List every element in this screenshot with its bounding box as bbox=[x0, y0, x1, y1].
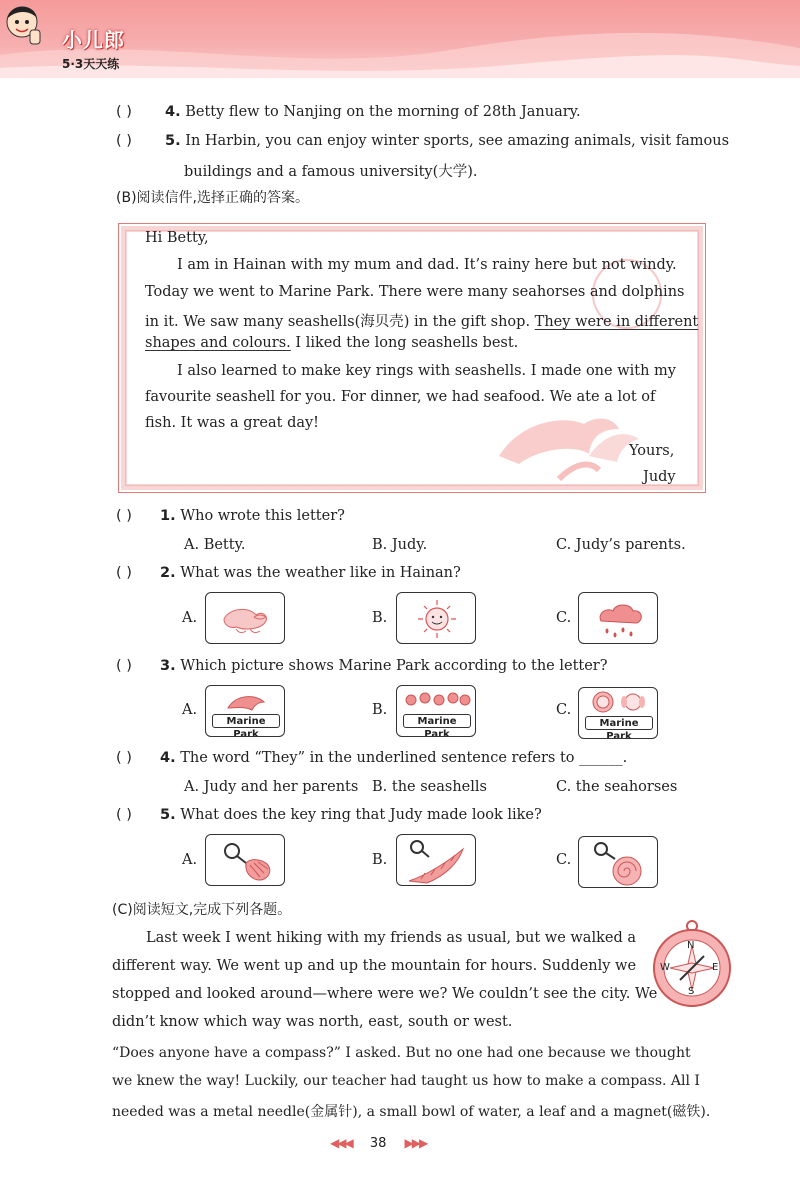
letter-line: favourite seashell for you. For dinner, we had seafood. We ate a lot of bbox=[145, 389, 656, 405]
question-a5 bbox=[165, 133, 729, 149]
sun-icon bbox=[397, 593, 476, 644]
option-b[interactable]: B. Judy. bbox=[372, 537, 428, 553]
question-text: Betty flew to Nanjing on the morning of 28th January. bbox=[185, 104, 581, 120]
page-number: 38 bbox=[369, 1136, 387, 1151]
passage-line: different way. We went up and up the mountain for hours. Suddenly we bbox=[112, 958, 637, 974]
long-shell-keyring-option[interactable] bbox=[396, 834, 476, 886]
option-c-label: C. bbox=[556, 702, 572, 718]
fan-shell-keyring-icon bbox=[206, 835, 285, 886]
letter-line: I am in Hainan with my mum and dad. It’s rainy here but not windy. bbox=[177, 257, 677, 273]
wind-icon bbox=[206, 593, 285, 644]
letter-line: I also learned to make key rings with seashells. I made one with my bbox=[177, 363, 676, 379]
header-band bbox=[0, 0, 800, 78]
question-b5 bbox=[160, 807, 542, 823]
option-b-label: B. bbox=[372, 610, 388, 626]
park-sign: Marine Park bbox=[585, 716, 653, 730]
option-b-label: B. bbox=[372, 702, 388, 718]
answer-blank[interactable]: ( ) bbox=[116, 750, 132, 766]
option-a[interactable]: A. Judy and her parents bbox=[184, 779, 359, 795]
compass-east: E bbox=[712, 962, 719, 973]
question-text: In Harbin, you can enjoy winter sports, see amazing animals, visit famous bbox=[185, 133, 730, 149]
answer-blank[interactable]: ( ) bbox=[116, 565, 132, 581]
passage-line: Last week I went hiking with my friends as usual, but we walked a bbox=[146, 930, 636, 946]
option-b[interactable]: B. the seashells bbox=[372, 779, 487, 795]
answer-blank[interactable]: ( ) bbox=[116, 508, 132, 524]
park-sign: Marine Park bbox=[212, 714, 280, 728]
flower-park-picture-option[interactable] bbox=[396, 685, 476, 737]
compass-south: S bbox=[688, 986, 695, 997]
letter-card bbox=[118, 223, 706, 493]
passage-line: we knew the way! Luckily, our teacher had taught us how to make a compass. All I bbox=[112, 1073, 700, 1089]
option-c-label: C. bbox=[556, 852, 572, 868]
letter-line bbox=[145, 310, 698, 331]
letter-text: I liked the long seashells best. bbox=[295, 335, 519, 351]
rainy-picture-option[interactable] bbox=[578, 592, 658, 644]
passage-line: stopped and looked around—where were we? We couldn’t see the city. We bbox=[112, 986, 658, 1002]
spiral-shell-keyring-option[interactable] bbox=[578, 836, 658, 888]
animal-park-picture-option[interactable] bbox=[578, 687, 658, 739]
answer-blank[interactable]: ( ) bbox=[116, 104, 132, 120]
question-text: What was the weather like in Hainan? bbox=[180, 565, 461, 581]
option-c[interactable]: C. Judy’s parents. bbox=[556, 537, 686, 553]
question-a5-continued: buildings and a famous university(大学). bbox=[184, 164, 478, 180]
dolphin-park-picture-option[interactable] bbox=[205, 685, 285, 737]
passage-line: didn’t know which way was north, east, south or west. bbox=[112, 1014, 513, 1030]
question-text: What does the key ring that Judy made look like? bbox=[180, 807, 542, 823]
letter-text: in it. We saw many seashells(海贝壳) in the gift shop. bbox=[145, 314, 531, 330]
park-sign: Marine Park bbox=[403, 714, 471, 728]
question-number: 3. bbox=[160, 658, 176, 674]
question-b4 bbox=[160, 750, 627, 766]
series-name: 5·3天天练 bbox=[62, 57, 120, 71]
letter-greeting: Hi Betty, bbox=[145, 230, 209, 246]
option-c[interactable]: C. the seahorses bbox=[556, 779, 678, 795]
answer-blank[interactable]: ( ) bbox=[116, 133, 132, 149]
compass-illustration bbox=[650, 918, 734, 1008]
compass-north: N bbox=[687, 940, 695, 951]
question-b2 bbox=[160, 565, 461, 581]
brand-logo bbox=[62, 24, 125, 72]
passage-line: needed was a metal needle(金属针), a small bowl of water, a leaf and a magnet(磁铁). bbox=[112, 1104, 711, 1120]
letter-line bbox=[145, 335, 518, 351]
letter-line: Today we went to Marine Park. There were many seahorses and dolphins bbox=[145, 284, 685, 300]
section-b-heading: (B)阅读信件,选择正确的答案。 bbox=[116, 190, 309, 206]
option-a[interactable]: A. Betty. bbox=[184, 537, 246, 553]
windy-picture-option[interactable] bbox=[205, 592, 285, 644]
fan-shell-keyring-option[interactable] bbox=[205, 834, 285, 886]
spiral-shell-keyring-icon bbox=[579, 837, 658, 888]
answer-blank[interactable]: ( ) bbox=[116, 658, 132, 674]
brand-name: 小儿郎 bbox=[62, 28, 125, 52]
underlined-sentence-cont: shapes and colours. bbox=[145, 335, 291, 351]
question-number: 4. bbox=[160, 750, 176, 766]
question-text: Which picture shows Marine Park according to the letter? bbox=[180, 658, 608, 674]
section-c-heading: (C)阅读短文,完成下列各题。 bbox=[112, 902, 292, 918]
answer-blank[interactable]: ( ) bbox=[116, 807, 132, 823]
question-number: 1. bbox=[160, 508, 176, 524]
long-shell-keyring-icon bbox=[397, 835, 476, 886]
option-c-label: C. bbox=[556, 610, 572, 626]
question-number: 5. bbox=[165, 133, 181, 149]
sunny-picture-option[interactable] bbox=[396, 592, 476, 644]
next-arrows-icon: ▶▶▶ bbox=[404, 1136, 427, 1150]
option-a-label: A. bbox=[182, 610, 198, 626]
underlined-sentence: They were in different bbox=[534, 314, 699, 330]
letter-signature: Judy bbox=[643, 469, 676, 485]
letter-line: fish. It was a great day! bbox=[145, 415, 320, 431]
question-number: 4. bbox=[165, 104, 181, 120]
question-b1 bbox=[160, 508, 345, 524]
question-number: 5. bbox=[160, 807, 176, 823]
question-a4 bbox=[165, 104, 581, 120]
question-text: The word “They” in the underlined sentence refers to ______. bbox=[180, 750, 628, 766]
option-a-label: A. bbox=[182, 702, 198, 718]
compass-west: W bbox=[660, 962, 670, 973]
page-footer bbox=[330, 1136, 426, 1151]
rain-cloud-icon bbox=[579, 593, 658, 644]
mascot-icon bbox=[0, 0, 44, 50]
passage-line: “Does anyone have a compass?” I asked. But no one had one because we thought bbox=[112, 1045, 691, 1061]
option-b-label: B. bbox=[372, 852, 388, 868]
option-a-label: A. bbox=[182, 852, 198, 868]
question-b3 bbox=[160, 658, 608, 674]
question-number: 2. bbox=[160, 565, 176, 581]
question-text: Who wrote this letter? bbox=[180, 508, 345, 524]
letter-closing: Yours, bbox=[629, 443, 675, 459]
prev-arrows-icon: ◀◀◀ bbox=[330, 1136, 352, 1150]
